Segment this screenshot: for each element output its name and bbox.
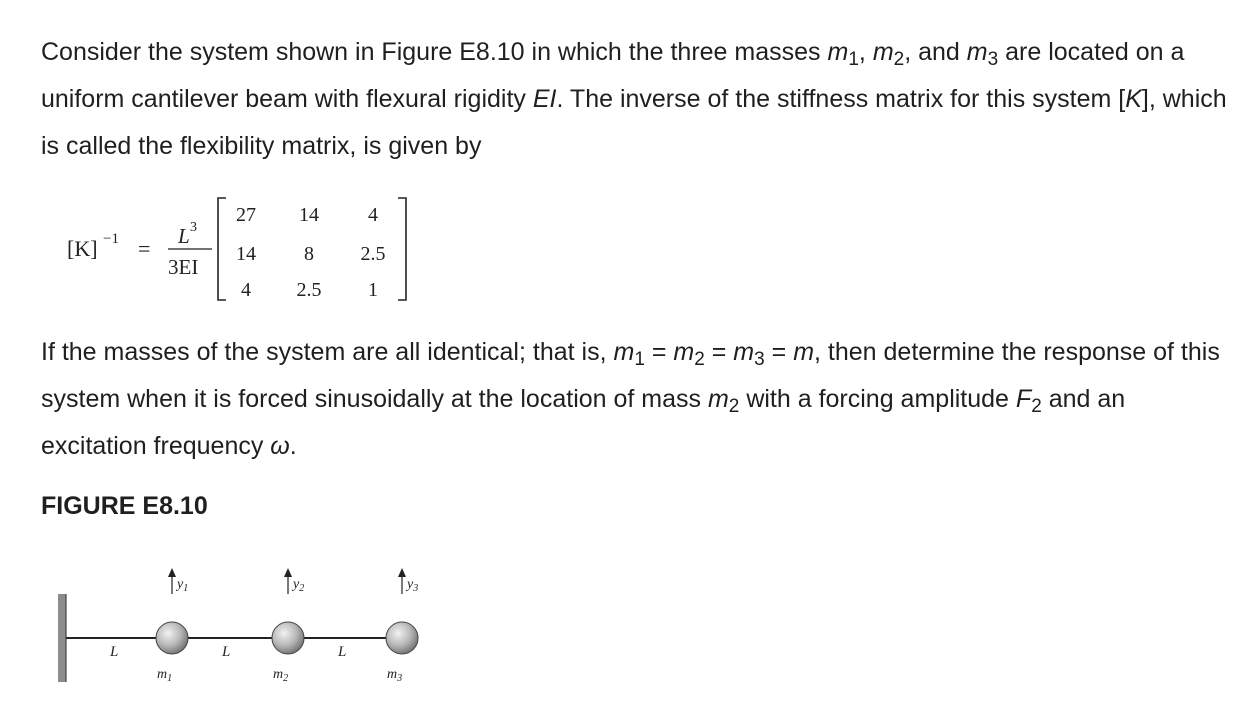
cantilever-beam-figure <box>52 556 432 691</box>
svg-text:3EI: 3EI <box>168 255 199 279</box>
segment-length-label: L <box>222 644 231 660</box>
figure-label: FIGURE E8.10 <box>41 492 208 520</box>
mass-2 <box>272 568 304 684</box>
matrix-cell: 27 <box>236 204 256 226</box>
mass-label: $m_2$ <box>273 667 289 684</box>
fraction <box>168 220 212 279</box>
left-bracket <box>218 198 226 300</box>
flexibility-matrix-equation <box>60 188 420 306</box>
problem-intro-paragraph: Consider the system shown in Figure E8.10 in which the three masses $m_1$, $m_2$, and $m_3$ are located on a uniform cantilever beam with flexural rigidity EI. The inverse of the stiffness matrix for this system [K], which is called the flexibility matrix, is given by <box>41 38 1227 160</box>
mass-1 <box>156 568 188 684</box>
fixed-wall <box>58 594 66 682</box>
matrix-cell: 2.5 <box>360 243 386 265</box>
svg-text:L: L <box>178 224 190 248</box>
y-label: $y_3$ <box>407 577 419 594</box>
svg-text:3: 3 <box>190 220 197 235</box>
right-bracket <box>398 198 406 300</box>
matrix-cell: 2.5 <box>296 279 322 301</box>
svg-text:−1: −1 <box>103 231 119 247</box>
y-label: $y_1$ <box>177 577 189 594</box>
equation-lhs <box>67 231 119 261</box>
problem-condition-paragraph: If the masses of the system are all identical; that is, $m_1 = m_2 = m_3 = m$, then determine the response of this system when it is forced sinusoidally at the location of mass $m_2$ with a forcing amplitude $F_2$ and an excitation frequency ω. <box>41 338 1220 460</box>
mass-ball <box>156 622 188 654</box>
equals-sign: = <box>138 236 151 261</box>
arrow-head-icon <box>168 568 176 577</box>
matrix-cell: 14 <box>236 243 256 265</box>
arrow-head-icon <box>284 568 292 577</box>
mass-label: $m_1$ <box>157 667 173 684</box>
matrix-cell: 8 <box>304 243 314 265</box>
mass-3 <box>386 568 418 684</box>
svg-text:[K]: [K] <box>67 236 98 261</box>
matrix-cell: 1 <box>368 279 378 301</box>
mass-ball <box>386 622 418 654</box>
segment-length-label: L <box>110 644 119 660</box>
matrix-body <box>236 204 386 301</box>
y-label: $y_2$ <box>293 577 305 594</box>
mass-ball <box>272 622 304 654</box>
matrix-cell: 4 <box>368 204 378 226</box>
matrix-cell: 14 <box>299 204 319 226</box>
segment-length-label: L <box>338 644 347 660</box>
matrix-cell: 4 <box>241 279 251 301</box>
arrow-head-icon <box>398 568 406 577</box>
mass-label: $m_3$ <box>387 667 403 684</box>
